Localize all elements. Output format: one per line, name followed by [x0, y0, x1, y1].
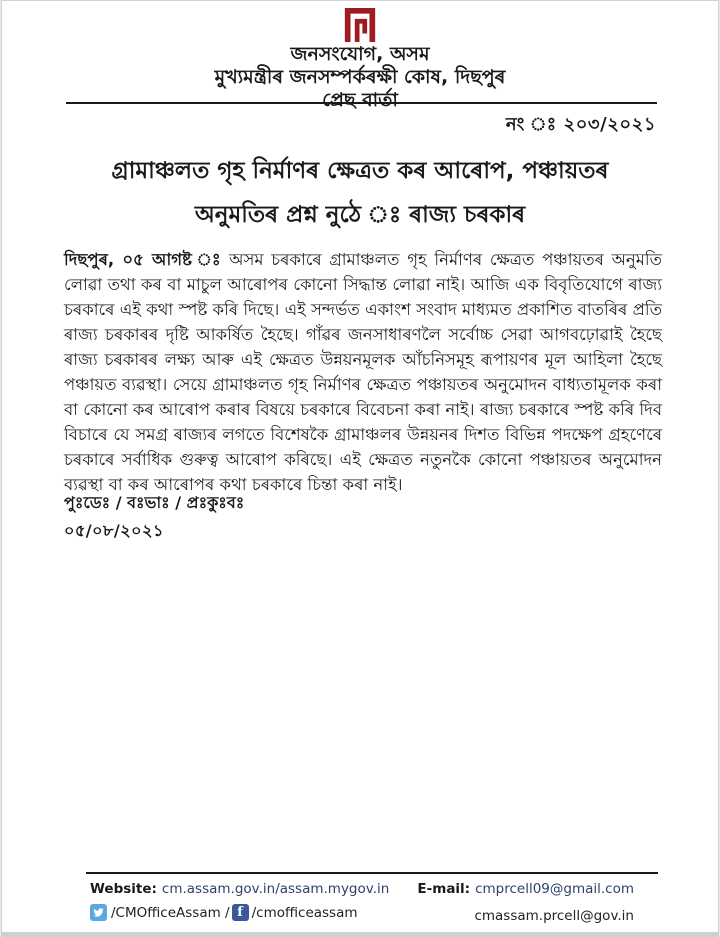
- headline-line-2: অনুমতিৰ প্ৰশ্ন নুঠে ঃ ৰাজ্য চৰকাৰ: [194, 202, 526, 228]
- signoff-date: ০৫/০৮/২০২১: [64, 521, 164, 540]
- reference-number: নং ঃ ২০৩/২০২১: [505, 114, 656, 135]
- facebook-handle: /cmofficeassam: [251, 904, 358, 921]
- website-row: [90, 881, 389, 897]
- org-department: মুখ্যমন্ত্ৰীৰ জনসম্পৰ্কৰক্ষী কোষ, দিছপুৰ: [214, 66, 506, 88]
- footer-divider: [86, 872, 658, 874]
- website-url: cm.assam.gov.in/assam.mygov.in: [161, 881, 390, 897]
- social-row: [90, 904, 358, 921]
- email-label: E-mail:: [417, 881, 471, 897]
- twitter-bird-glyph: [93, 907, 104, 918]
- body-text: অসম চৰকাৰে গ্ৰামাঞ্চলত গৃহ নিৰ্মাণৰ ক্ষেত্ৰত পঞ্চায়তৰ অনুমতি লোৱা তথা কৰ বা মাচুল আৰোপৰ কোনো সিদ্ধান্ত লোৱা নাই। আজি এক বিবৃতিযোগে ৰাজ্য চৰকাৰে এই কথা স্পষ্ট কৰি দিছে। এই সন্দৰ্ভত একাংশ সংবাদ মাধ্যমত প্ৰকাশিত বাতৰিৰ প্ৰতি ৰাজ্য চৰকাৰৰ দৃষ্টি আকৰ্ষিত হৈছে। গাঁৱৰ জনসাধাৰণলৈ সৰ্বোচ্চ সেৱা আগবঢ়োৱাই হৈছে ৰাজ্য চৰকাৰৰ লক্ষ্য আৰু এই ক্ষেত্ৰত উন্নয়নমূলক আঁচনিসমূহ ৰূপায়ণৰ মূল আহিলা হৈছে পঞ্চায়ত ব্যৱস্থা। সেয়ে গ্ৰামাঞ্চলত গৃহ নিৰ্মাণৰ ক্ষেত্ৰত পঞ্চায়তৰ অনুমোদন বাধ্যতামূলক কৰা বা কোনো কৰ আৰোপ কৰাৰ বিষয়ে চৰকাৰে বিবেচনা কৰা নাই। ৰাজ্য চৰকাৰে স্পষ্ট কৰি দিব বিচাৰে যে সমগ্ৰ ৰাজ্যৰ লগতে বিশেষকৈ গ্ৰামাঞ্চলৰ উন্নয়নৰ দিশত বিভিন্ন পদক্ষেপ গ্ৰহণেৰে চৰকাৰে সৰ্বাধিক গুৰুত্ব আৰোপ কৰিছে। এই ক্ষেত্ৰত নতুনকৈ কোনো পঞ্চায়তৰ অনুমোদন ব্যৱস্থা বা কৰ আৰোপৰ কথা চৰকাৰে চিন্তা কৰা নাই।: [64, 250, 662, 494]
- doc-type-label: প্ৰেছ বাৰ্তা: [322, 89, 398, 111]
- email-row: [417, 881, 634, 897]
- email-secondary: cmassam.prcell@gov.in: [474, 908, 634, 924]
- letterhead: [2, 7, 718, 112]
- header-divider: [66, 102, 657, 104]
- email-primary: cmprcell09@gmail.com: [475, 881, 634, 897]
- facebook-icon: f: [232, 904, 249, 921]
- press-body-paragraph: [64, 247, 662, 497]
- twitter-icon: [90, 904, 107, 921]
- headline-line-1: গ্ৰামাঞ্চলত গৃহ নিৰ্মাণৰ ক্ষেত্ৰত কৰ আৰোপ, পঞ্চায়তৰ: [111, 158, 609, 184]
- press-release-page: [1, 0, 719, 937]
- dateline: দিছপুৰ, ০৫ আগষ্ট ঃ: [64, 250, 224, 269]
- org-name: জনসংযোগ, অসম: [290, 43, 430, 65]
- signoff-initials: পুঃডেঃ / বঃভাঃ / প্ৰঃকুঃবঃ: [64, 493, 245, 512]
- twitter-handle: /CMOfficeAssam /: [111, 904, 230, 921]
- press-headline: [40, 149, 680, 237]
- website-label: Website:: [90, 881, 157, 897]
- janasanyog-assam-logo-icon: [343, 7, 377, 43]
